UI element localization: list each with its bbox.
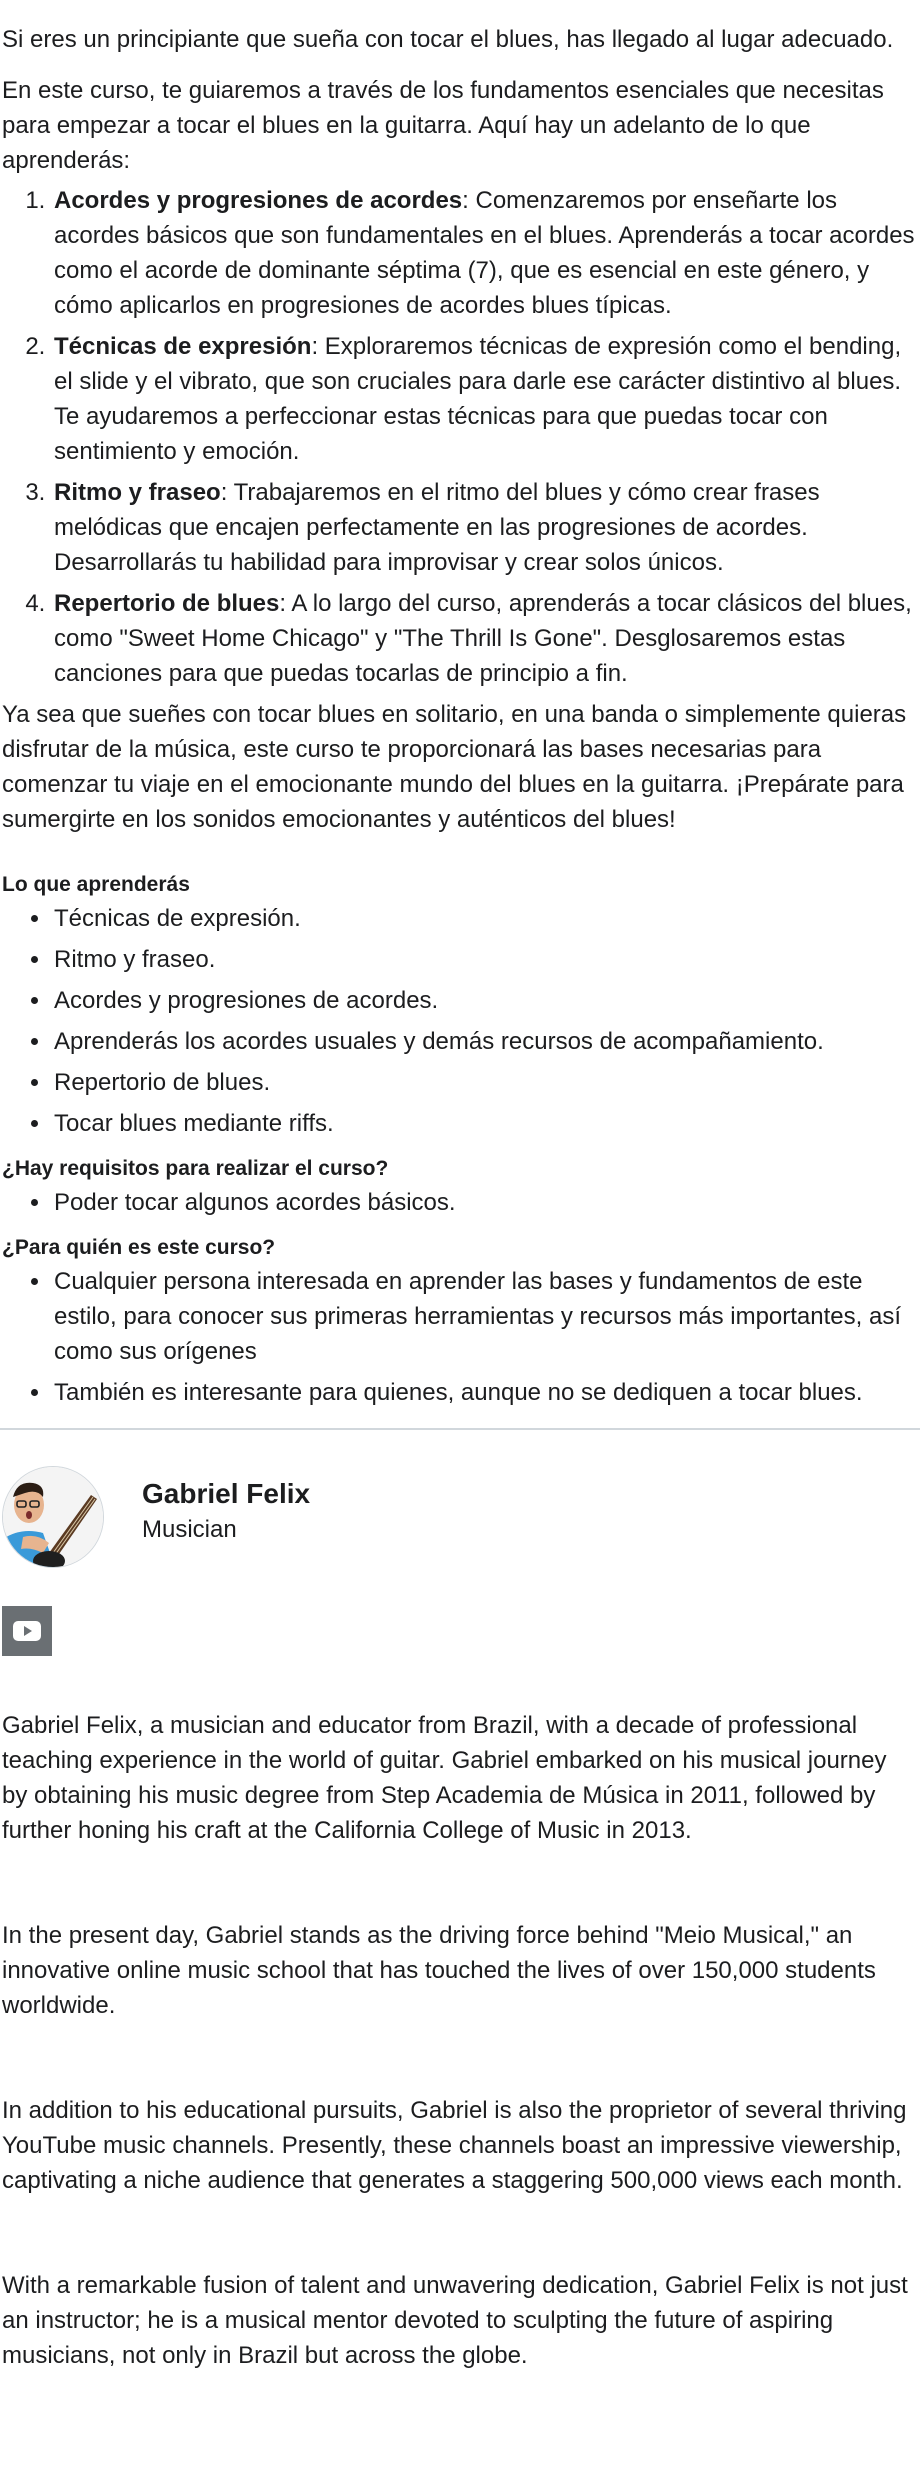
list-item: • Tocar blues mediante riffs.	[52, 1106, 916, 1141]
list-item: • Acordes y progresiones de acordes.	[52, 983, 916, 1018]
feature-title: Acordes y progresiones de acordes	[54, 187, 463, 214]
list-item: • Repertorio de blues.	[52, 1065, 916, 1100]
instructor-role: Musician	[142, 1516, 237, 1543]
list-item	[52, 329, 916, 469]
list-item	[52, 183, 916, 323]
youtube-link-button[interactable]	[2, 1606, 52, 1656]
requirements-list	[2, 1185, 916, 1220]
list-item: • Poder tocar algunos acordes básicos.	[52, 1185, 916, 1220]
requirements-heading: ¿Hay requisitos para realizar el curso?	[2, 1157, 389, 1180]
instructor-name[interactable]: Gabriel Felix	[142, 1478, 311, 1509]
avatar-illustration	[3, 1467, 103, 1567]
feature-text: : Exploraremos técnicas de expresión como el bending, el slide y el vibrato, que son cruciales para darle ese carácter distintivo al blues. Te ayudaremos a perfeccionar estas técnicas para que puedas tocar con sentimiento y emoción.	[54, 333, 902, 465]
list-item: • Cualquier persona interesada en aprender las bases y fundamentos de este estilo, para conocer sus primeras herramientas y recursos más importantes, así como sus orígenes	[52, 1264, 916, 1369]
learn-heading: Lo que aprenderás	[2, 873, 190, 896]
list-item: • Aprenderás los acordes usuales y demás recursos de acompañamiento.	[52, 1024, 916, 1059]
feature-title: Técnicas de expresión	[54, 333, 312, 360]
musician-avatar[interactable]	[2, 1466, 104, 1568]
feature-title: Ritmo y fraseo	[54, 479, 221, 506]
audience-list	[2, 1264, 916, 1410]
section-divider	[0, 1428, 920, 1430]
list-item	[52, 475, 916, 580]
list-item: • También es interesante para quienes, aunque no se dediquen a tocar blues.	[52, 1375, 916, 1410]
list-item: • Técnicas de expresión.	[52, 901, 916, 936]
youtube-icon	[13, 1621, 41, 1641]
instructor-bio	[2, 1708, 916, 2373]
intro-paragraph: Si eres un principiante que sueña con tocar el blues, has llegado al lugar adecuado.	[2, 26, 894, 53]
list-item: • Ritmo y fraseo.	[52, 942, 916, 977]
intro-paragraph: En este curso, te guiaremos a través de los fundamentos esenciales que necesitas para empezar a tocar el blues en la guitarra. Aquí hay un adelanto de lo que aprenderás:	[2, 77, 884, 174]
feature-text: : Comenzaremos por enseñarte los acordes básicos que son fundamentales en el blues. Aprenderás a tocar acordes como el acorde de dominante séptima (7), que es esencial en este género, y cómo aplicarlos en progresiones de acordes blues típicas.	[54, 187, 915, 319]
feature-text: : Trabajaremos en el ritmo del blues y cómo crear frases melódicas que encajen perfectamente en las progresiones de acordes. Desarrollarás tu habilidad para improvisar y crear solos únicos.	[54, 479, 820, 576]
bio-paragraph: In addition to his educational pursuits, Gabriel is also the proprietor of several thriving YouTube music channels. Presently, these channels boast an impressive viewership, captivating a niche audience that generates a staggering 500,000 views each month.	[2, 2097, 907, 2194]
list-item	[52, 586, 916, 691]
bio-paragraph: With a remarkable fusion of talent and unwavering dedication, Gabriel Felix is not just an instructor; he is a musical mentor devoted to sculpting the future of aspiring musicians, not only in Brazil but across the globe.	[2, 2272, 908, 2369]
audience-heading: ¿Para quién es este curso?	[2, 1236, 276, 1259]
learn-list	[2, 901, 916, 1141]
bio-paragraph: Gabriel Felix, a musician and educator from Brazil, with a decade of professional teaching experience in the world of guitar. Gabriel embarked on his musical journey by obtaining his music degree from Step Academia de Música in 2011, followed by further honing his craft at the California College of Music in 2013.	[2, 1712, 887, 1844]
bio-paragraph: In the present day, Gabriel stands as the driving force behind "Meio Musical," an innovative online music school that has touched the lives of over 150,000 students worldwide.	[2, 1922, 876, 2019]
feature-list	[2, 183, 916, 691]
feature-text: : A lo largo del curso, aprenderás a tocar clásicos del blues, como "Sweet Home Chicago" y "The Thrill Is Gone". Desglosaremos estas canciones para que puedas tocarlas de principio a fin.	[54, 590, 912, 687]
closing-paragraph: Ya sea que sueñes con tocar blues en solitario, en una banda o simplemente quieras disfrutar de la música, este curso te proporcionará las bases necesarias para comenzar tu viaje en el emocionante mundo del blues en la guitarra. ¡Prepárate para sumergirte en los sonidos emocionantes y auténticos del blues!	[2, 701, 907, 833]
instructor-info	[142, 1466, 310, 1546]
feature-title: Repertorio de blues	[54, 590, 280, 617]
instructor-profile	[2, 1466, 916, 1568]
